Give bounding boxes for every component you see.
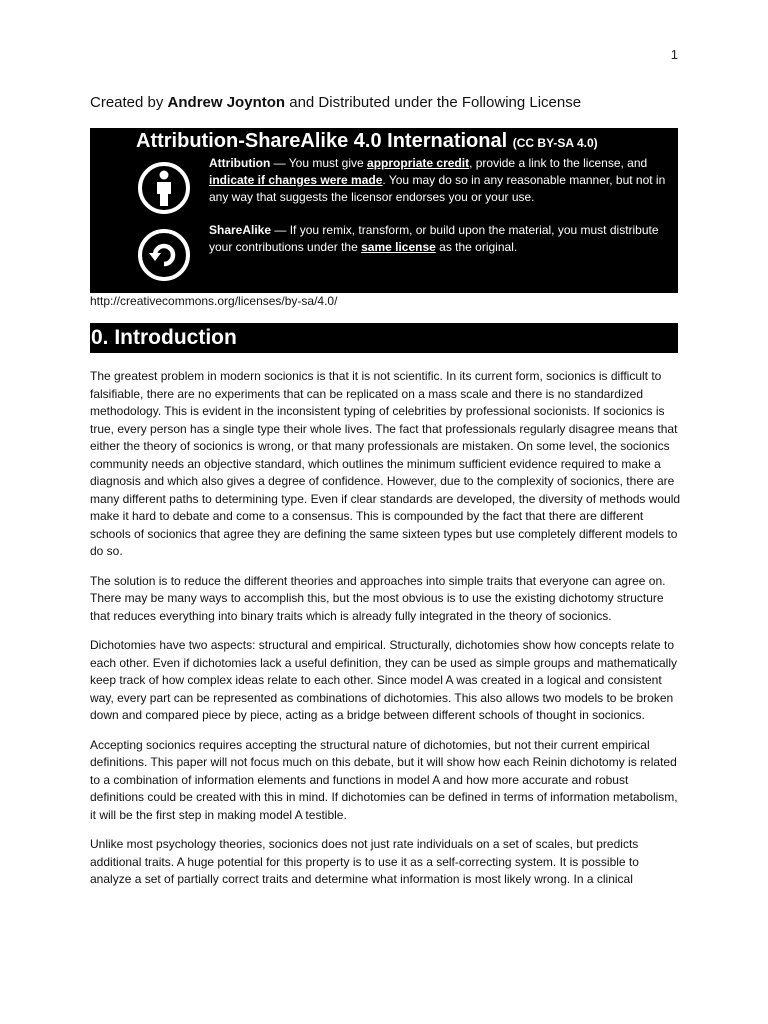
cc-by-person-icon	[137, 161, 191, 215]
creator-line	[90, 94, 690, 111]
same-license-link[interactable]: same license	[361, 240, 436, 254]
creator-suffix: and Distributed under the Following License	[289, 94, 582, 111]
license-title	[136, 130, 598, 153]
sharealike-term: ShareAlike	[209, 223, 272, 237]
paragraph: The solution is to reduce the different theories and approaches into simple traits that everyone can agree on. There may be many ways to accomplish this, but the most obvious is to use the existing dichotomy structure that reduces everything into binary traits which is already fully integrated in the theory of socionics.	[90, 573, 666, 623]
author-name: Andrew Joynton	[167, 94, 286, 111]
attribution-text: Attribution — You must give appropriate credit, provide a link to the license, and indicate if changes were made. You may do so in any reasonable manner, but not in any way that suggests the licensor endorses you or your use.	[209, 156, 666, 204]
paragraph: The greatest problem in modern socionics is that it is not scientific. In its current form, socionics is difficult to falsifiable, there are no experiments that can be replicated on a mass scale and there is no standardized methodology. This is evident in the inconsistent typing of celebrities by professional socionists. If socionics is true, every person has a single type their whole lives. The fact that professionals regularly disagree means that either the theory of socionics is wrong, or that many professionals are mistaken. On some level, the socionics community needs an objective standard, which outlines the minimum sufficient evidence required to make a diagnosis and which also gives a degree of confidence. However, due to the complexity of socionics, there are many different paths to determining type. Even if clear standards are developed, the diversity of methods would make it hard to debate and come to a consensus. This is compounded by the fact that there are different schools of socionics that agree they are defining the same sixteen types but use completely different models to do so.	[90, 369, 681, 558]
section-heading: 0. Introduction	[90, 323, 678, 353]
cc-share-alike-icon	[137, 228, 191, 282]
paragraph: Accepting socionics requires accepting the structural nature of dichotomies, but not their current empirical definitions. This paper will not focus much on this debate, but it will show how each Reinin dichotomy is related to a combination of information elements and functions in model A and how more accurate and robust definitions could be created with this in mind. If dichotomies can be defined in terms of information metabolism, it will be the first step in making model A testible.	[90, 737, 678, 822]
appropriate-credit-link[interactable]: appropriate credit	[367, 156, 470, 170]
paragraph: Dichotomies have two aspects: structural and empirical. Structurally, dichotomies show how concepts relate to each other. Even if dichotomies lack a useful definition, they can be used as simple groups and mathematically keep track of how complex ideas relate to each other. Since model A was created in a logical and consistent way, every part can be represented as combinations of dichotomies. This also allows two models to be broken down and compared piece by piece, acting as a bridge between different schools of thought in socionics.	[90, 638, 677, 722]
page-number: 1	[670, 47, 678, 62]
license-code: (CC BY-SA 4.0)	[512, 136, 598, 150]
sharealike-text: ShareAlike — If you remix, transform, or build upon the material, you must distribute your contributions under the same license as the original.	[209, 223, 659, 254]
paragraph: Unlike most psychology theories, socionics does not just rate individuals on a set of scales, but predicts additional traits. A huge potential for this property is to use it as a self-correcting system. It is possible to analyze a set of partially correct traits and determine what information is most likely wrong. In a clinical	[90, 837, 639, 886]
body-text	[90, 368, 682, 901]
indicate-changes-link[interactable]: indicate if changes were made	[209, 173, 383, 187]
license-name: Attribution-ShareAlike 4.0 International	[136, 130, 508, 152]
license-url[interactable]: http://creativecommons.org/licenses/by-sa/4.0/	[90, 294, 338, 308]
creator-prefix: Created by	[90, 94, 164, 111]
attribution-term: Attribution	[209, 156, 271, 170]
license-box	[90, 128, 678, 293]
